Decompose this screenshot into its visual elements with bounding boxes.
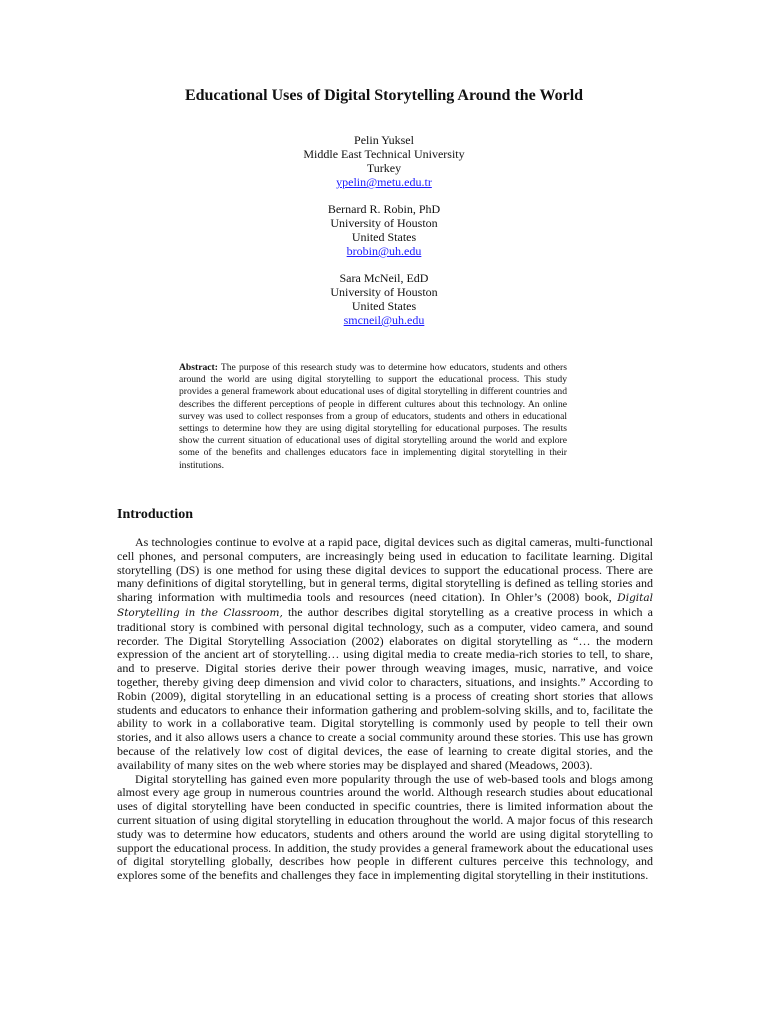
author-name: Sara McNeil, EdD xyxy=(339,271,429,285)
author-email-link[interactable]: brobin@uh.edu xyxy=(346,244,422,258)
author-email-link[interactable]: ypelin@metu.edu.tr xyxy=(336,175,432,189)
author-country: United States xyxy=(351,299,417,313)
author-country: Turkey xyxy=(366,161,402,175)
body-paragraph xyxy=(117,536,653,773)
author-country: United States xyxy=(351,230,417,244)
author-block xyxy=(0,133,768,189)
paragraph-text: As technologies continue to evolve at a rapid pace, digital devices such as digital cameras, multi-functional cell phones, and personal computers, are increasingly being used in education to facilitate learning. Digital storytelling (DS) is one method for using these digital devices to support the educational process. There are many definitions of digital storytelling, but in general terms, digital storytelling is defined as telling stories and sharing information with multimedia tools and resources (need citation). In Ohler’s (2008) book, xyxy=(117,535,653,605)
book-title: Digital Storytelling in the Classroom, xyxy=(117,592,653,619)
section-heading-introduction: Introduction xyxy=(117,507,193,522)
paper-title: Educational Uses of Digital Storytelling Around the World xyxy=(184,87,584,104)
author-name: Bernard R. Robin, PhD xyxy=(327,202,441,216)
paragraph-text: the author describes digital storytelling as a creative process in which a traditional story is combined with personal digital technology, such as a computer, video camera, and sound recorder. The Digital Storytelling Association (2002) elaborates on digital storytelling as “… the modern expression of the ancient art of storytelling… using digital media to create media-rich stories to tell, to share, and to preserve. Digital stories derive their power through weaving images, music, narrative, and voice together, thereby giving deep dimension and vivid color to characters, situations, and insights.” According to Robin (2009), digital storytelling in an educational setting is a process of creating short stories that allows students and educators to enhance their information gathering and problem-solving skills, and to, facilitate the ability to work in a collaborative team. Digital storytelling is commonly used by people to tell their own stories, and it also allows users a chance to create a social community around these stories. This use has grown because of the relatively low cost of digital devices, the ease of learning to create digital stories, and the availability of many sites on the web where stories may be displayed and shared (Meadows, 2003). xyxy=(117,604,653,772)
abstract-label: Abstract: xyxy=(179,362,218,373)
author-name: Pelin Yuksel xyxy=(354,133,414,147)
abstract xyxy=(179,362,567,472)
author-list xyxy=(0,133,768,340)
introduction-body xyxy=(117,536,653,883)
author-block xyxy=(0,271,768,327)
abstract-text: The purpose of this research study was to determine how educators, students and others around the world are using digital storytelling to support the educational process. This study provides a general framework about educational uses of digital storytelling in different countries and describes the different perceptions of people in different cultures about this technology. An online survey was used to collect responses from a group of educators, students and others in educational settings to determine how they are using digital storytelling for educational purposes. The results show the current situation of educational uses of digital storytelling around the world and explore some of the benefits and challenges educators face in implementing digital storytelling in their institutions. xyxy=(179,362,567,471)
body-paragraph: Digital storytelling has gained even more popularity through the use of web-based tools and blogs among almost every age group in numerous countries around the world. Although research studies about educational uses of digital storytelling have been conducted in specific countries, there is limited information about the current situation of using digital storytelling in education throughout the world. A major focus of this research study was to determine how educators, students and others around the world are using digital storytelling to support the educational process. In addition, the study provides a general framework about the educational uses of digital storytelling globally, describes how people in different cultures perceive this technology, and explores some of the benefits and challenges they face in implementing digital storytelling in their institutions. xyxy=(117,771,653,883)
author-block xyxy=(0,202,768,258)
author-affiliation: University of Houston xyxy=(330,285,438,299)
author-affiliation: Middle East Technical University xyxy=(303,147,465,161)
author-affiliation: University of Houston xyxy=(330,216,438,230)
author-email-link[interactable]: smcneil@uh.edu xyxy=(343,313,425,327)
